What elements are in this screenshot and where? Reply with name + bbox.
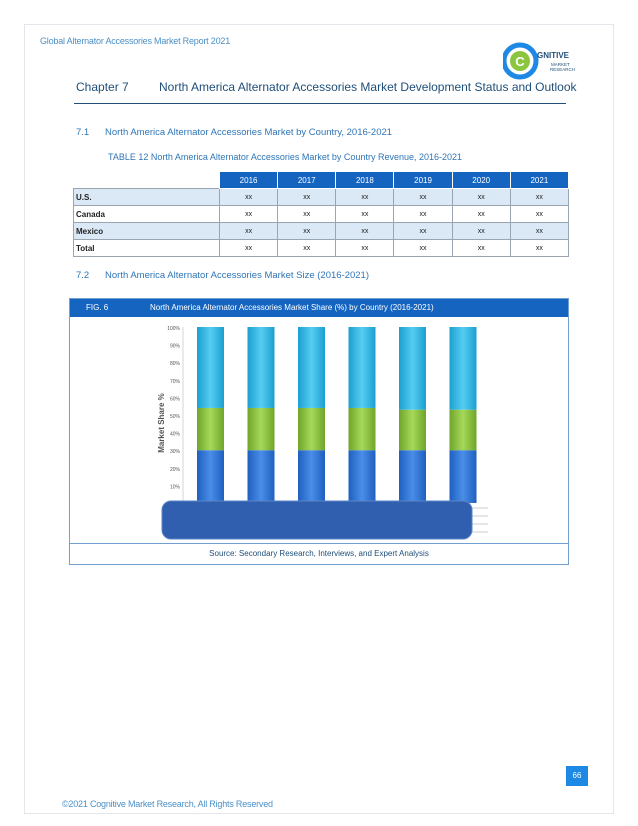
table-cell: xx: [394, 206, 452, 223]
chart-legend-overlay: [162, 501, 472, 539]
logo-line2: MARKET: [551, 62, 570, 67]
col-header: 2020: [452, 172, 510, 189]
bar-segment: [450, 450, 477, 503]
table-corner: [74, 172, 220, 189]
y-tick-label: 40%: [169, 431, 180, 438]
col-header: 2016: [220, 172, 278, 189]
table-cell: xx: [220, 223, 278, 240]
figure-header: [70, 299, 568, 317]
section-title: North America Alternator Accessories Market by Country, 2016-2021: [105, 127, 393, 138]
table-cell: xx: [394, 223, 452, 240]
table-cell: xx: [336, 189, 394, 206]
logo: [503, 40, 583, 82]
section-number: 7.1: [76, 127, 90, 138]
col-header: 2021: [510, 172, 568, 189]
y-tick-label: 60%: [169, 396, 180, 403]
chapter-title: North America Alternator Accessories Market Development Status and Outlook: [159, 80, 577, 94]
bar-segment: [248, 408, 275, 450]
y-tick-label: 50%: [169, 414, 180, 420]
col-header: 2018: [336, 172, 394, 189]
table-row: [74, 189, 569, 206]
y-tick-label: 30%: [169, 449, 180, 456]
y-tick-label: 70%: [169, 378, 180, 385]
row-label: U.S.: [74, 189, 220, 206]
bar-segment: [248, 450, 275, 503]
section-title: North America Alternator Accessories Market Size (2016-2021): [105, 270, 370, 281]
logo-ring-letter: C: [515, 54, 525, 69]
doc-title: Global Alternator Accessories Market Report 2021: [40, 36, 230, 46]
bar-segment: [197, 327, 224, 408]
bar-segment: [399, 410, 426, 450]
table-cell: xx: [336, 223, 394, 240]
bar-segment: [298, 327, 325, 408]
market-table: [73, 171, 569, 257]
figure-title: North America Alternator Accessories Market Share (%) by Country (2016-2021): [150, 303, 434, 312]
bar-segment: [298, 450, 325, 503]
figure-label: FIG. 6: [86, 303, 109, 312]
y-tick-label: 10%: [169, 484, 180, 491]
logo-line3: RESEARCH: [550, 67, 576, 72]
table-cell: xx: [336, 206, 394, 223]
table-cell: xx: [278, 189, 336, 206]
table-cell: xx: [452, 240, 510, 257]
bar-segment: [197, 408, 224, 450]
table-cell: xx: [278, 206, 336, 223]
table-cell: xx: [452, 206, 510, 223]
table-cell: xx: [510, 240, 568, 257]
table-row: [74, 240, 569, 257]
bar-segment: [298, 408, 325, 450]
table-cell: xx: [278, 240, 336, 257]
table-header-row: [74, 172, 569, 189]
table-cell: xx: [394, 189, 452, 206]
table-row: [74, 206, 569, 223]
row-label: Mexico: [74, 223, 220, 240]
y-tick-label: 90%: [169, 343, 180, 350]
bar-segment: [349, 327, 376, 408]
table-cell: xx: [452, 189, 510, 206]
y-tick-label: 100%: [167, 326, 180, 332]
bar-segment: [349, 408, 376, 450]
table-cell: xx: [452, 223, 510, 240]
y-axis-title: Market Share %: [157, 393, 166, 453]
footer-copyright: ©2021 Cognitive Market Research, All Rights Reserved: [62, 799, 273, 809]
bar-segment: [450, 410, 477, 450]
bar-segment: [248, 327, 275, 408]
chapter-label: Chapter 7: [76, 80, 129, 94]
figure-box: [69, 298, 569, 565]
table-cell: xx: [220, 189, 278, 206]
table-cell: xx: [510, 189, 568, 206]
bar-segment: [349, 450, 376, 503]
table-cell: xx: [510, 223, 568, 240]
bar-segment: [399, 450, 426, 503]
table-cell: xx: [278, 223, 336, 240]
bar-segment: [399, 327, 426, 410]
row-label: Total: [74, 240, 220, 257]
chapter-rule: [74, 103, 566, 104]
page-number: 66: [566, 766, 588, 786]
table-cell: xx: [220, 240, 278, 257]
table-row: [74, 223, 569, 240]
col-header: 2019: [394, 172, 452, 189]
table-caption: TABLE 12 North America Alternator Accessories Market by Country Revenue, 2016-2021: [108, 152, 463, 162]
y-tick-label: 20%: [169, 466, 180, 473]
figure-source: Source: Secondary Research, Interviews, and Expert Analysis: [70, 543, 568, 565]
table-cell: xx: [394, 240, 452, 257]
y-tick-label: 80%: [169, 361, 180, 368]
col-header: 2017: [278, 172, 336, 189]
market-share-chart: [70, 318, 568, 542]
table-cell: xx: [510, 206, 568, 223]
bar-segment: [450, 327, 477, 410]
bar-segment: [197, 450, 224, 503]
row-label: Canada: [74, 206, 220, 223]
table-cell: xx: [220, 206, 278, 223]
table-cell: xx: [336, 240, 394, 257]
section-number: 7.2: [76, 270, 90, 281]
logo-word: GNITIVE: [537, 51, 570, 60]
